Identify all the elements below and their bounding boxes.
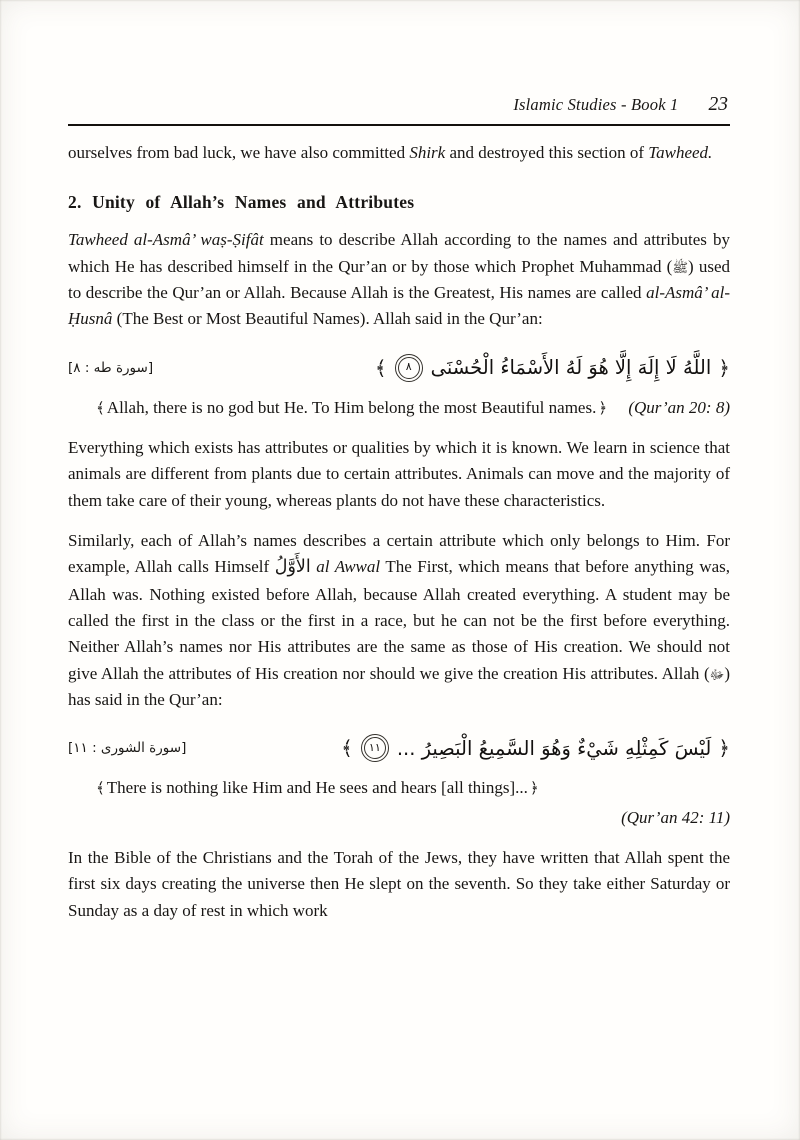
paragraph-attributes: Everything which exists has attributes or qualities by which it is known. We learn in science that animals are different from plants due to certain attributes. Animals can move and the majority of them take care of their young, whereas plants do not have these characteristics. [68, 438, 730, 510]
paragraph-names-attributes: Tawheed al-Asmâ’ waṣ-Ṣifât means to describe Allah according to the names and attributes by which He has described himself in the Qur’an or by those which Prophet Muhammad (ﷺ) used to describe the Qur’an or Allah. Because Allah is the Greatest, His names are called al-Asmâ’ al-Ḥusnâ (The Best or Most Beautiful Names). Allah said in the Qur’an: [68, 230, 731, 329]
ayah-number-mark-1: ٨ [398, 357, 420, 379]
verse-translation-1 [94, 395, 730, 421]
ornate-bracket-close-icon: ﴾ [374, 355, 387, 380]
ornate-bracket-open-icon: ﴿ [718, 355, 730, 380]
paragraph-intro: ourselves from bad luck, we have also committed Shirk and destroyed this section of Tawheed. [68, 143, 713, 162]
verse-words-1: اللَّهُ لَا إِلَهَ إِلَّا هُوَ لَهُ الأَسْمَاءُ الْحُسْنَى [430, 356, 712, 380]
translation-text-1: ﴾ Allah, there is no god but He. To Him belong the most Beautiful names. ﴿ [96, 397, 608, 417]
running-title: Islamic Studies - Book 1 [513, 95, 679, 114]
paragraph-bible-torah: In the Bible of the Christians and the Torah of the Jews, they have written that Allah spent the first six days creating the universe then He slept on the seventh. So they take either Saturday or Sunday as a day of rest in which work [68, 847, 730, 920]
page-content [68, 140, 730, 924]
quran-citation-2: (Qur’an 42: 11) [621, 807, 730, 827]
quran-verse-1 [68, 353, 730, 383]
verse-translation-2 [94, 775, 730, 831]
translation-text-2: ﴾ There is nothing like Him and He sees and hears [all things]... ﴿ [96, 778, 539, 798]
arabic-verse-text-1 [375, 353, 730, 383]
section-heading: 2. Unity of Allah’s Names and Attributes [68, 192, 415, 213]
ornate-bracket-open-icon: ﴿ [718, 736, 730, 761]
quran-verse-2 [68, 733, 730, 763]
page-number: 23 [708, 94, 728, 115]
ayah-number-mark-2: ١١ [364, 737, 386, 759]
surah-reference-2: [سورة الشورى : ١١] [68, 740, 187, 757]
verse-words-2: لَيْسَ كَمِثْلِهِ شَيْءٌ وَهُوَ السَّمِيعُ الْبَصِيرُ ... [396, 736, 712, 760]
paragraph-al-awwal: Similarly, each of Allah’s names describes a certain attribute which only belongs to Him. For example, Allah calls Himself الأَوَّلُ al Awwal The First, which means that before anything was, Allah was. Nothing existed before Allah, because Allah created everything. A student may be called the first in the class or the first in a race, but he can not be the first before everything. Neither Allah’s names nor His attributes are the same as those of His creation. We should not give Allah the attributes of His creation nor should we give the creation His attributes. Allah (ﷻ) has said in the Qur’an: [68, 531, 731, 709]
page-header [68, 94, 730, 116]
surah-reference-1: [سورة طه : ٨] [68, 359, 154, 376]
quran-citation-1: (Qur’an 20: 8) [628, 397, 730, 417]
header-rule [68, 124, 730, 126]
ornate-bracket-close-icon: ﴾ [341, 736, 353, 761]
arabic-verse-text-2 [341, 733, 730, 763]
